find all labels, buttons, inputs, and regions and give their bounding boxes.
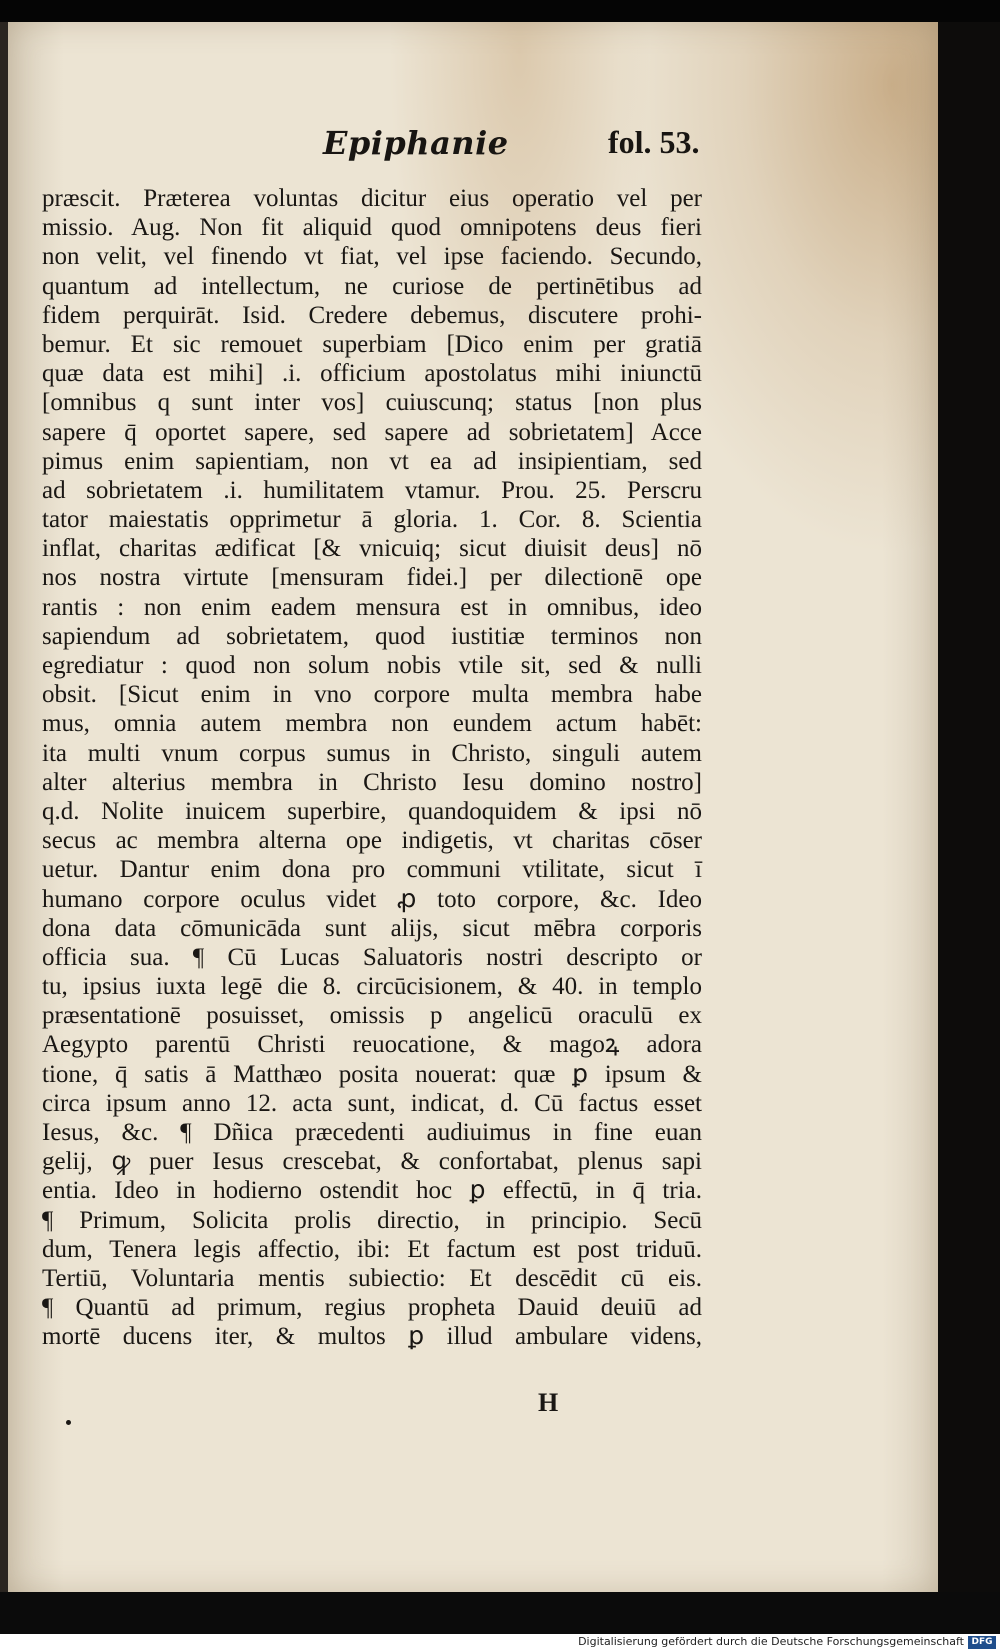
text-line: gelij, ꝙ puer Iesus crescebat, & confortabat, plenus sapi [42,1148,702,1176]
text-line: non velit, vel finendo vt fiat, vel ipse faciendo. Secundo, [42,243,702,271]
text-line: Iesus, &c. ¶ Dñica præcedenti audiuimus in fine euan [42,1119,702,1146]
digitization-footer [0,1634,1000,1651]
page-header [8,124,938,174]
text-line: q.d. Nolite inuicem superbire, quandoquidem & ipsi nō [42,797,702,825]
scan-bottom-strip [0,1592,1000,1634]
text-line: humano corpore oculus videt ꝓ toto corpore, &c. Ideo [42,885,702,913]
scan-left-edge [0,22,8,1602]
body-text [42,184,702,1352]
text-line: quæ data est mihi] .i. officium apostolatus mihi iniunctū [42,360,702,388]
text-line: pimus enim sapientiam, non vt ea ad insipientiam, sed [42,447,702,475]
text-line: sapere q̄ oportet sapere, sed sapere ad sobrietatem] Acce [42,418,702,446]
text-line: inflat, charitas ædificat [& vnicuiq; sicut diuisit deus] nō [42,535,702,563]
text-line: Aegypto parentū Christi reuocatione, & magoꝝ adora [42,1031,702,1059]
text-line: tator maiestatis opprimetur ā gloria. 1. Cor. 8. Scientia [42,506,702,534]
text-line: ita multi vnum corpus sumus in Christo, singuli autem [42,739,702,767]
text-line: mus, omnia autem membra non eundem actum habēt: [42,710,702,738]
text-line: ¶ Quantū ad primum, regius propheta Dauid deuiū ad [42,1294,702,1322]
text-line: nos nostra virtute [mensuram fidei.] per dilectionē ope [42,564,702,592]
text-line: ¶ Primum, Solicita prolis directio, in principio. Secū [42,1206,702,1234]
text-line: sapiendum ad sobrietatem, quod iustitiæ terminos non [42,622,702,650]
text-line: dum, Tenera legis affectio, ibi: Et factum est post triduū. [42,1235,702,1263]
text-line: missio. Aug. Non fit aliquid quod omnipotens deus fieri [42,214,702,242]
text-line: obsit. [Sicut enim in vno corpore multa membra habe [42,681,702,709]
running-title: Epiphanie [323,124,509,162]
book-page [8,22,938,1592]
footer-credit: Digitalisierung gefördert durch die Deutsche Forschungsgemeinschaft [578,1635,964,1648]
text-line: tu, ipsius iuxta legē die 8. circūcisionem, & 40. in templo [42,973,702,1001]
scan-right-shadow [938,22,1000,1592]
text-line: secus ac membra alterna ope indigetis, vt charitas cōser [42,827,702,855]
dfg-logo: DFG [968,1636,996,1649]
text-line: alter alterius membra in Christo Iesu domino nostro] [42,768,702,796]
text-line: egrediatur : quod non solum nobis vtile sit, sed & nulli [42,652,702,679]
text-line: [omnibus q sunt inter vos] cuiuscunq; status [non plus [42,389,702,417]
text-line: rantis : non enim eadem mensura est in omnibus, ideo [42,593,702,621]
text-line: fidem perquirāt. Isid. Credere debemus, discutere prohi- [42,301,702,329]
text-line: præscit. Præterea voluntas dicitur eius operatio vel per [42,185,702,212]
text-line: entia. Ideo in hodierno ostendit hoc ꝑ effectū, in q̄ tria. [42,1177,702,1205]
text-line: mortē ducens iter, & multos ꝑ illud ambulare videns, [42,1323,702,1351]
text-line: quantum ad intellectum, ne curiose de pertinētibus ad [42,272,702,300]
signature-mark: H [538,1388,559,1417]
text-line: tione, q̄ satis ā Matthæo posita nouerat: quæ ꝑ ipsum & [42,1060,702,1088]
folio-number: fol. 53. [608,124,700,160]
text-line: circa ipsum anno 12. acta sunt, indicat, d. Cū factus esset [42,1089,702,1117]
text-line: bemur. Et sic remouet superbiam [Dico enim per gratiā [42,330,702,358]
text-line: uetur. Dantur enim dona pro communi vtilitate, sicut ī [42,856,702,884]
ink-speck [66,1420,71,1425]
scan-frame-top [0,0,1000,22]
text-line: dona data cōmunicāda sunt alijs, sicut mēbra corporis [42,914,702,942]
text-line: ad sobrietatem .i. humilitatem vtamur. Prou. 25. Perscru [42,476,702,504]
text-line: præsentationē posuisset, omissis p angelicū oraculū ex [42,1002,702,1030]
text-line: officia sua. ¶ Cū Lucas Saluatoris nostri descripto or [42,943,702,971]
text-line: Tertiū, Voluntaria mentis subiectio: Et descēdit cū eis. [42,1264,702,1292]
